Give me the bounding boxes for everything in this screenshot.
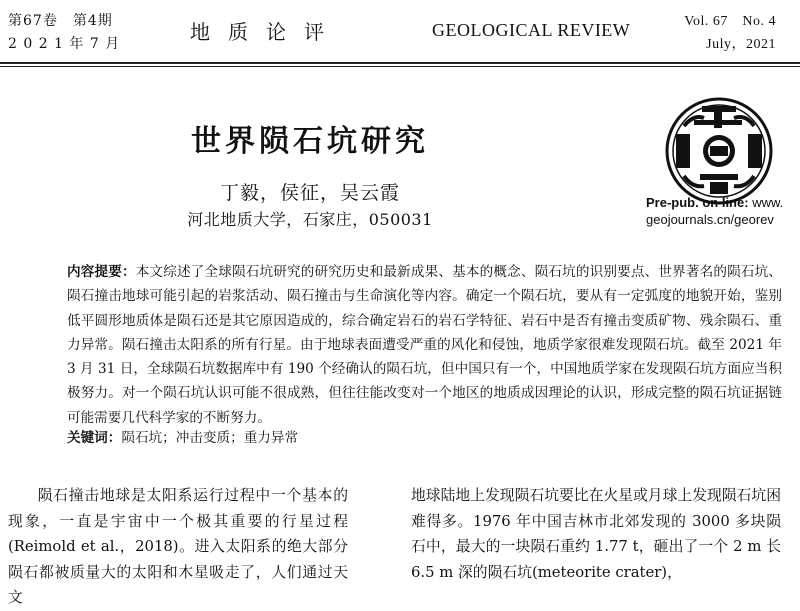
keywords: [67, 427, 782, 449]
prepub-label: Pre-pub. on line:: [646, 195, 749, 210]
body-right-column: 地球陆地上发现陨石坑要比在火星或月球上发现陨石坑困难得多。1976 年中国吉林市北郊发现的 3000 多块陨石中，最大的一块陨石重约 1.77 t，砸出了一个 2 m 长 6.5 m 深的陨石坑(meteorite crater)，: [411, 487, 781, 581]
volume-issue-en: Vol. 67 No. 4: [684, 14, 776, 29]
prepub-url-part2: geojournals.cn/georev: [646, 212, 774, 227]
prepub-notice: [646, 194, 796, 228]
header-left: [8, 10, 120, 56]
body-left-column: 陨石撞击地球是太阳系运行过程中一个基本的现象，一直是宇宙中一个极其重要的行星过程(Reimold et al.，2018)。进入太阳系的绝大部分陨石都被质量大的太阳和木星吸走了，人们通过天文: [8, 487, 348, 606]
article-affiliation: 河北地质大学，石家庄，050031: [187, 210, 433, 229]
abstract-label: 内容提要：: [67, 264, 136, 280]
keywords-text: 陨石坑；冲击变质；重力异常: [121, 430, 299, 446]
journal-name-en: GEOLOGICAL REVIEW: [432, 20, 631, 40]
journal-seal-logo: [664, 96, 774, 206]
abstract: [67, 260, 782, 430]
date-cn: 2 0 2 1 年 7 月: [8, 36, 121, 52]
date-en: July，2021: [706, 37, 776, 52]
header-rule: [0, 62, 800, 64]
volume-issue-cn: 第67卷 第4期: [8, 13, 113, 29]
journal-name-cn: 地质论评: [190, 20, 342, 44]
header-rule-thin: [0, 66, 800, 67]
abstract-text: 本文综述了全球陨石坑研究的研究历史和最新成果、基本的概念、陨石坑的识别要点、世界著名的陨石坑、陨石撞击地球可能引起的岩浆活动、陨石撞击与生命演化等内容。确定一个陨石坑，要从有一定弧度的地貌开始，鉴别低平圆形地质体是陨石还是其它原因造成的，综合确定岩石的岩石学特征、岩石中是否有撞击变质矿物、残余陨石、重力异常。陨石撞击太阳系的所有行星。由于地球表面遭受严重的风化和侵蚀，地质学家很难发现陨石坑。截至 2021 年 3 月 31 日，全球陨石坑数据库中有 190 个经确认的陨石坑，但中国只有一个，中国地质学家在发现陨石坑方面应当积极努力。对一个陨石坑认识可能不很成熟，但往往能改变对一个地区的地质成因理论的认识，形成完整的陨石坑证据链可能需要几代科学家的不断努力。: [67, 264, 782, 426]
prepub-url-part1: www.: [752, 195, 784, 210]
keywords-label: 关键词：: [67, 430, 122, 446]
article-authors: 丁毅，侯征，吴云霞: [219, 182, 400, 204]
header-right: [684, 10, 776, 56]
article-title: 世界陨石坑研究: [191, 124, 429, 159]
